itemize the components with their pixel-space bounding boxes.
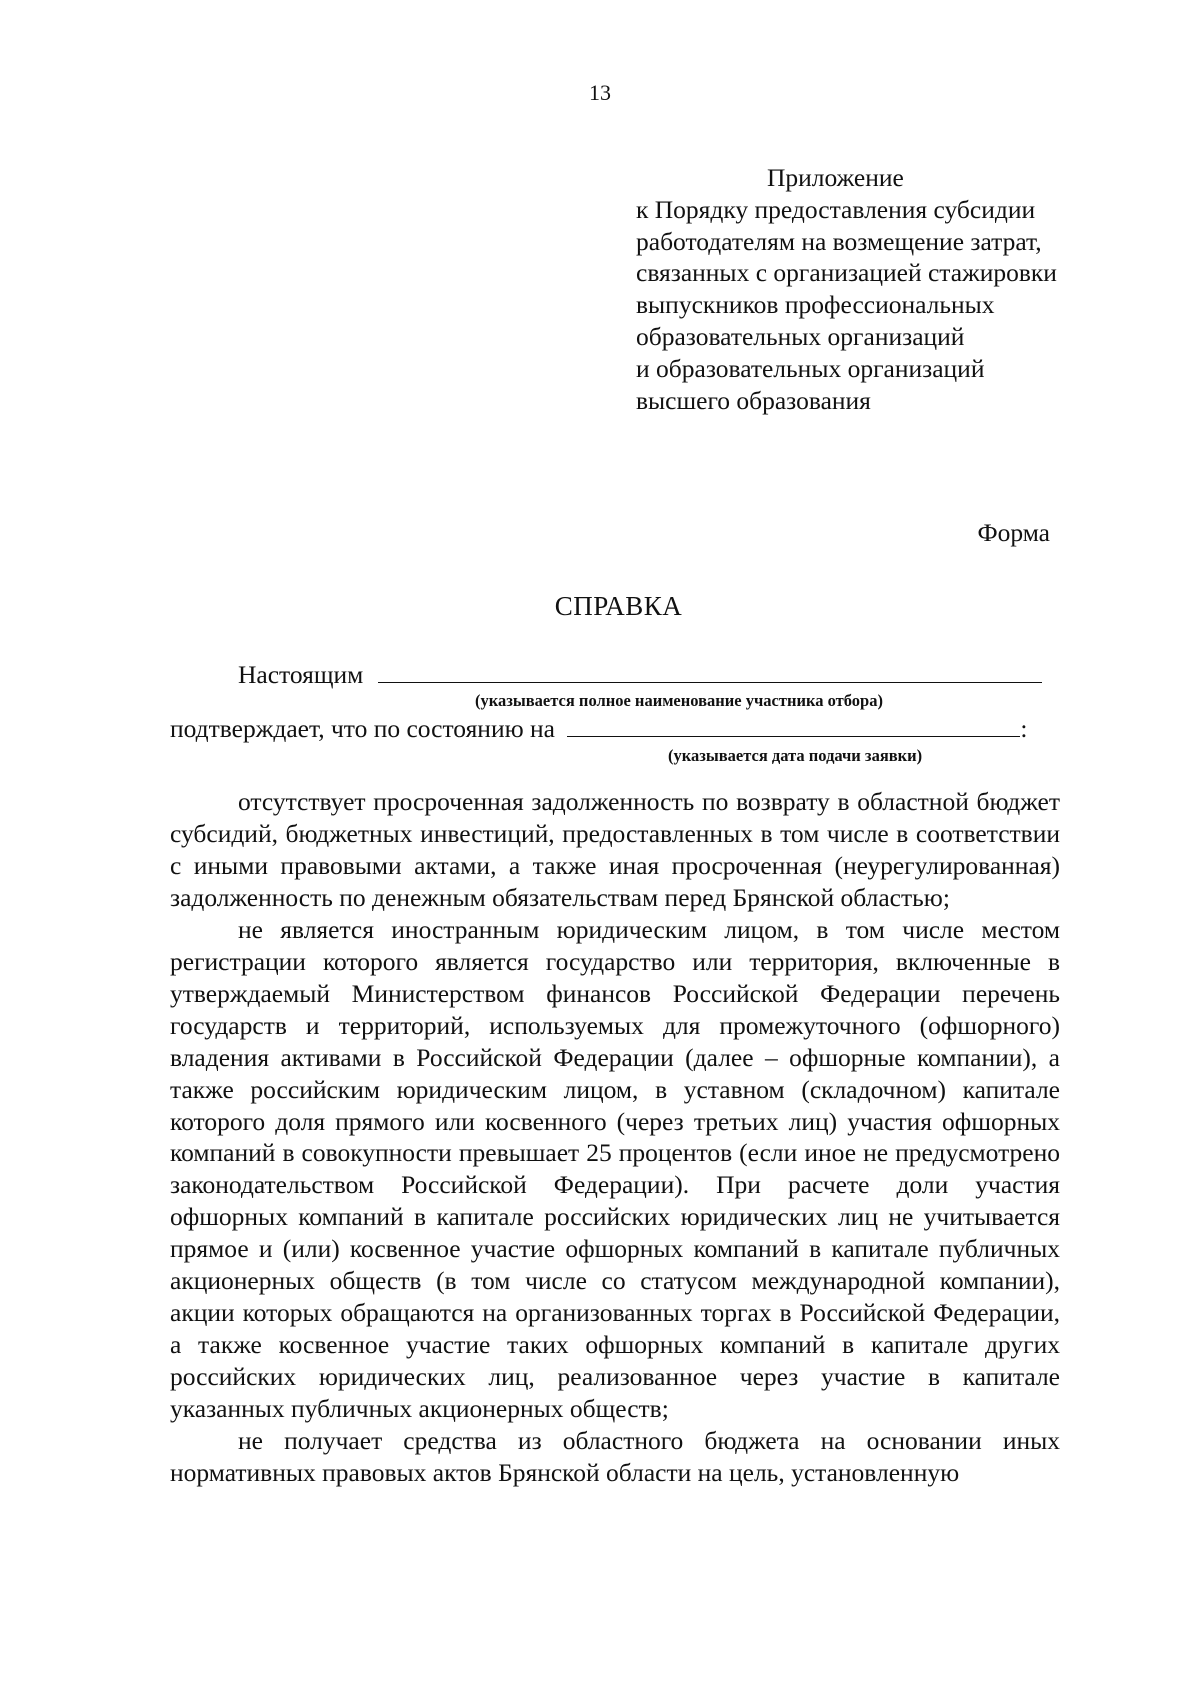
application-date-blank[interactable] bbox=[567, 712, 1020, 737]
paragraph-no-other-funds: не получает средства из областного бюджета на основании иных нормативных правовых актов Брянской области на цель, установленную bbox=[170, 1426, 1060, 1488]
application-date-row bbox=[170, 712, 1027, 744]
annex-line: и образовательных организаций bbox=[636, 353, 985, 383]
application-date-hint: (указывается дата подачи заявки) bbox=[668, 746, 923, 765]
body-text bbox=[170, 786, 1060, 1489]
annex-title: Приложение bbox=[767, 163, 904, 192]
participant-name-blank[interactable] bbox=[378, 658, 1042, 683]
participant-name-row bbox=[238, 658, 1042, 690]
annex-line: к Порядку предоставления субсидии bbox=[636, 194, 1036, 224]
page-number: 13 bbox=[589, 80, 611, 105]
annex-block bbox=[636, 162, 1106, 416]
annex-line: образовательных организаций bbox=[636, 321, 965, 351]
participant-name-hint: (указывается полное наименование участника отбора) bbox=[475, 691, 883, 710]
annex-line: высшего образования bbox=[636, 385, 871, 415]
form-label: Форма bbox=[977, 518, 1050, 547]
annex-line: связанных с организацией стажировки bbox=[636, 258, 1057, 288]
paragraph-not-foreign-entity: не является иностранным юридическим лицом, в том числе местом регистрации которого является государство или территория, включенные в утверждаемый Министерством финансов Российской Федерации перечень государств и территорий, используемых для промежуточного (офшорного) владения активами в Российской Федерации (далее – офшорные компании), а также российским юридическим лицом, в уставном (складочном) капитале которого доля прямого или косвенного (через третьих лиц) участия офшорных компаний в совокупности превышает 25 процентов (если иное не предусмотрено законодательством Российской Федерации). При расчете доли участия офшорных компаний в капитале российских юридических лиц не учитывается прямое и (или) косвенное участие офшорных компаний в капитале публичных акционерных обществ (в том числе со статусом международной компании), акции которых обращаются на организованных торгах в Российской Федерации, а также косвенное участие таких офшорных компаний в капитале других российских юридических лиц, реализованное через участие в капитале указанных публичных акционерных обществ; bbox=[170, 914, 1060, 1424]
paragraph-no-overdue-debt: отсутствует просроченная задолженность по возврату в областной бюджет субсидий, бюджетных инвестиций, предоставленных в том числе в соответствии с иными правовыми актами, а также иная просроченная (неурегулированная) задолженность по денежным обязательствам перед Брянской областью; bbox=[170, 787, 1060, 912]
document-title: СПРАВКА bbox=[554, 591, 683, 621]
annex-line: выпускников профессиональных bbox=[636, 290, 995, 320]
application-date-colon: : bbox=[1020, 714, 1028, 743]
application-date-label: подтверждает, что по состоянию на bbox=[170, 714, 555, 743]
participant-name-label: Настоящим bbox=[238, 660, 364, 689]
annex-line: работодателям на возмещение затрат, bbox=[636, 226, 1042, 256]
